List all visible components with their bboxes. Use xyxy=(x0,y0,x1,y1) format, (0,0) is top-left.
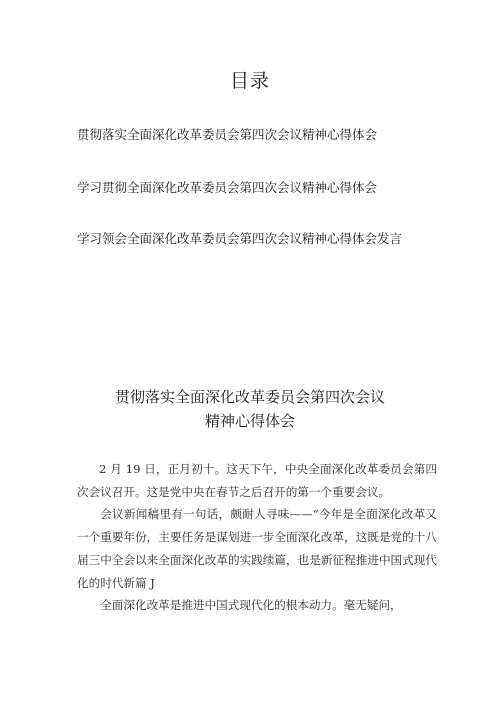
body-paragraph: 2 月 19 日，正月初十。这天下午，中央全面深化改革委员会第四次会议召开。这是党中央在春节之后召开的第一个重要会议。 xyxy=(77,462,437,499)
toc-item[interactable]: 学习领会全面深化改革委员会第四次会议精神心得体会发言 xyxy=(77,231,403,246)
body-paragraph: 全面深化改革是推进中国式现代化的根本动力。毫无疑问， xyxy=(100,598,402,613)
toc-item[interactable]: 学习贯彻全面深化改革委员会第四次会议精神心得体会 xyxy=(77,180,378,195)
toc-title: 目录 xyxy=(229,70,270,92)
toc-item[interactable]: 贯彻落实全面深化改革委员会第四次会议精神心得体会 xyxy=(77,127,378,142)
body-paragraph: 会议新闻稿里有一句话，颇耐人寻味——“今年是全面深化改革又一个重要年份，主要任务是谋划进一步全面深化改革，这既是党的十八届三中全会以来全面深化改革的实践续篇，也是新征程推进中国式现代化的时代新篇 J xyxy=(77,507,437,590)
article-body xyxy=(77,458,437,617)
article-title-line-1: 贯彻落实全面深化改革委员会第四次会议 xyxy=(114,388,385,406)
article-title-line-2: 精神心得体会 xyxy=(204,412,295,430)
